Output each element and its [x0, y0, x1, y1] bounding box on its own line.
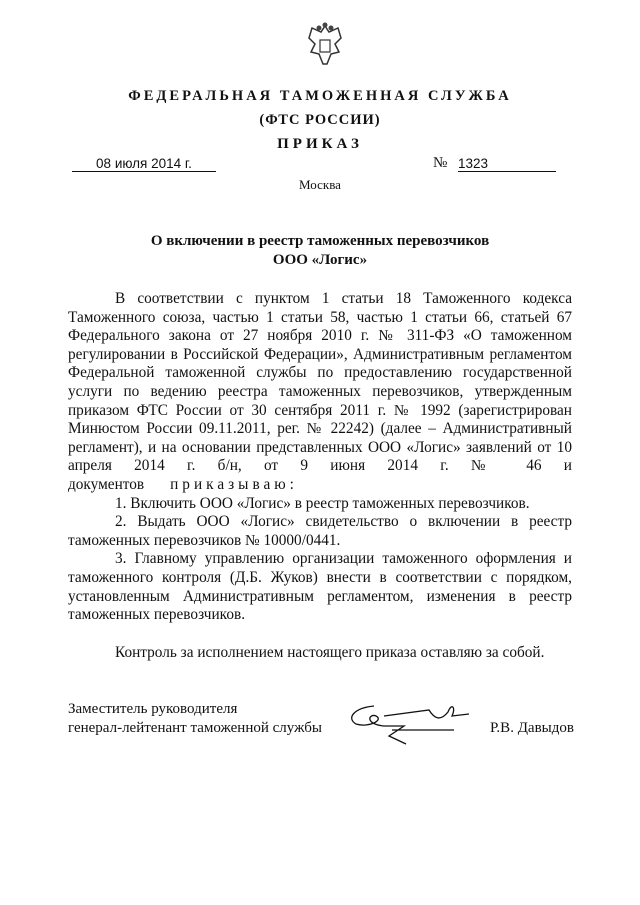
signature-block — [68, 698, 572, 738]
order-item-3: 3. Главному управлению организации таможенного оформления и таможенного контроля (Д.Б. Жуков) внести в соответствии с порядком, установленным Административным регламентом, изменения в реестр таможенных перевозчиков. — [68, 550, 572, 624]
number-prefix: № — [433, 155, 448, 171]
order-number: 1323 — [458, 156, 556, 172]
signatory-position — [68, 700, 322, 738]
preamble — [68, 290, 572, 495]
order-word: приказываю: — [170, 475, 298, 493]
order-item-2: 2. Выдать ООО «Логис» свидетельство о включении в реестр таможенных перевозчиков № 10000/0441. — [68, 513, 572, 549]
doc-type: ПРИКАЗ — [277, 136, 363, 152]
order-title — [0, 232, 640, 270]
handwritten-signature — [344, 698, 474, 748]
position-line-1: Заместитель руководителя — [68, 701, 238, 718]
signatory-name: Р.В. Давыдов — [489, 720, 574, 737]
order-body — [68, 290, 572, 738]
preamble-text: В соответствии с пунктом 1 статьи 18 Таможенного кодекса Таможенного союза, частью 1 статьи 58, частью 1 статьи 66, статьей 67 Федерального закона от 27 ноября 2010 г. № 311-ФЗ «О таможенном регулировании в Российской Федерации», Административным регламентом Федеральной таможенной службы по предоставлению государственной услуги по ведению реестра таможенных перевозчиков, утвержденным приказом ФТС России от 30 сентября 2011 г. № 1992 (зарегистрирован Минюстом России 09.11.2011, рег. № 22242) (далее – Административный регламент), и на основании представленных ООО «Логис» заявлений от 10 апреля 2014 г. б/н, от 9 июня 2014 г. № 46 и документов — [68, 290, 572, 493]
city: Москва — [299, 177, 341, 192]
title-line-2: ООО «Логис» — [272, 252, 368, 268]
order-date: 08 июля 2014 г. — [72, 156, 216, 172]
agency-abbr: (ФТС РОССИИ) — [259, 112, 381, 128]
title-line-1: О включении в реестр таможенных перевозчиков — [150, 233, 490, 249]
control-clause: Контроль за исполнением настоящего приказа оставляю за собой. — [115, 643, 545, 661]
position-line-2: генерал-лейтенант таможенной службы — [68, 720, 322, 737]
order-item-1: 1. Включить ООО «Логис» в реестр таможенных перевозчиков. — [115, 494, 530, 512]
agency-name: ФЕДЕРАЛЬНАЯ ТАМОЖЕННАЯ СЛУЖБА — [128, 88, 512, 104]
coat-of-arms-emblem — [305, 22, 345, 68]
